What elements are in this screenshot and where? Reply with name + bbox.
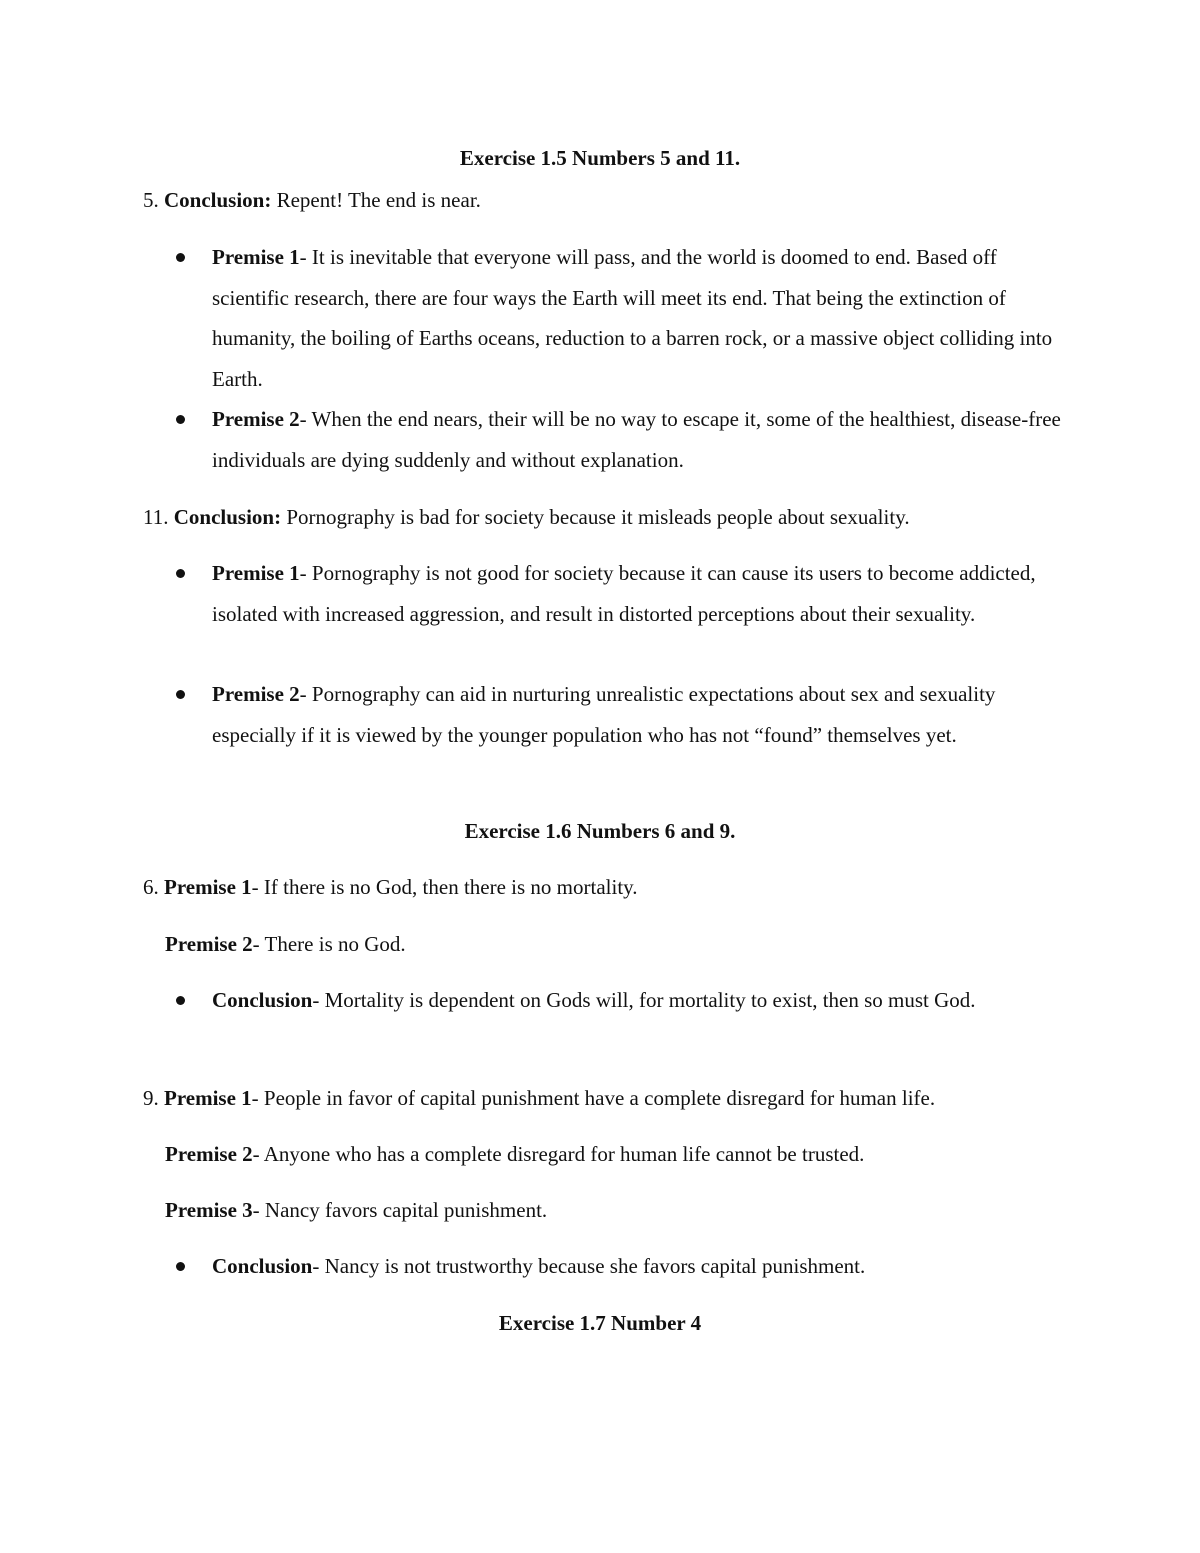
q9-premise-2-text: - Anyone who has a complete disregard for human life cannot be trusted. [252, 1142, 865, 1166]
q11-conclusion-label: Conclusion: [173, 505, 282, 529]
exercise-1-6-heading: Exercise 1.6 Numbers 6 and 9. [464, 819, 736, 843]
q5-number: 5. [143, 188, 159, 212]
q9-premise-3-line [165, 1196, 547, 1224]
exercise-1-7-heading: Exercise 1.7 Number 4 [498, 1311, 702, 1335]
q11-premise-2-label: Premise 2 [212, 682, 300, 706]
q9-premise-2-line [165, 1140, 864, 1168]
q6-premise-2-text: - There is no God. [252, 932, 406, 956]
q9-number: 9. [143, 1086, 159, 1110]
q6-premise-1-line [143, 873, 638, 901]
q6-number: 6. [143, 875, 159, 899]
q11-conclusion-line [143, 503, 910, 531]
q5-premise-1-text: - It is inevitable that everyone will pass, and the world is doomed to end. Based off scientific research, there are four ways the Earth will meet its end. That being the extinction of humanity, the boiling of Earths oceans, reduction to a barren rock, or a massive object colliding into Earth. [212, 245, 1053, 391]
q11-premise-2 [212, 674, 1072, 755]
bullet-icon [176, 569, 185, 578]
q11-premise-1 [212, 553, 1072, 634]
q9-premise-3-label: Premise 3 [165, 1198, 253, 1222]
q5-premise-2-text: - When the end nears, their will be no way to escape it, some of the healthiest, disease-free individuals are dying suddenly and without explanation. [212, 407, 1061, 472]
q6-premise-2-line [165, 930, 406, 958]
q9-premise-2-label: Premise 2 [165, 1142, 253, 1166]
q11-conclusion-text: Pornography is bad for society because it misleads people about sexuality. [286, 505, 910, 529]
q5-conclusion-line [143, 186, 481, 214]
bullet-icon [176, 1262, 185, 1271]
q5-conclusion-label: Conclusion: [164, 188, 272, 212]
q6-conclusion-text: - Mortality is dependent on Gods will, for mortality to exist, then so must God. [312, 988, 976, 1012]
q11-premise-1-text: - Pornography is not good for society because it can cause its users to become addicted, isolated with increased aggression, and result in distorted perceptions about their sexuality. [212, 561, 1036, 626]
q9-conclusion [212, 1246, 1072, 1287]
q9-premise-1-label: Premise 1 [164, 1086, 252, 1110]
q11-number: 11. [143, 505, 169, 529]
bullet-icon [176, 996, 185, 1005]
q9-conclusion-label: Conclusion [212, 1254, 313, 1278]
q11-premise-1-label: Premise 1 [212, 561, 300, 585]
q5-premise-2-label: Premise 2 [212, 407, 300, 431]
q5-premise-1-label: Premise 1 [212, 245, 300, 269]
bullet-icon [176, 690, 185, 699]
q11-premise-2-text: - Pornography can aid in nurturing unrealistic expectations about sex and sexuality especially if it is viewed by the younger population who has not “found” themselves yet. [212, 682, 996, 747]
bullet-icon [176, 415, 185, 424]
q6-conclusion [212, 980, 1072, 1021]
bullet-icon [176, 253, 185, 262]
q6-conclusion-label: Conclusion [212, 988, 313, 1012]
q9-premise-1-line [143, 1084, 935, 1112]
q5-conclusion-text: Repent! The end is near. [276, 188, 481, 212]
q9-conclusion-text: - Nancy is not trustworthy because she favors capital punishment. [312, 1254, 866, 1278]
exercise-1-5-heading: Exercise 1.5 Numbers 5 and 11. [459, 146, 741, 170]
q6-premise-1-label: Premise 1 [164, 875, 252, 899]
q9-premise-3-text: - Nancy favors capital punishment. [252, 1198, 548, 1222]
q5-premise-2 [212, 399, 1072, 480]
q6-premise-2-label: Premise 2 [165, 932, 253, 956]
q9-premise-1-text: - People in favor of capital punishment have a complete disregard for human life. [251, 1086, 936, 1110]
q5-premise-1 [212, 237, 1072, 399]
q6-premise-1-text: - If there is no God, then there is no mortality. [251, 875, 638, 899]
